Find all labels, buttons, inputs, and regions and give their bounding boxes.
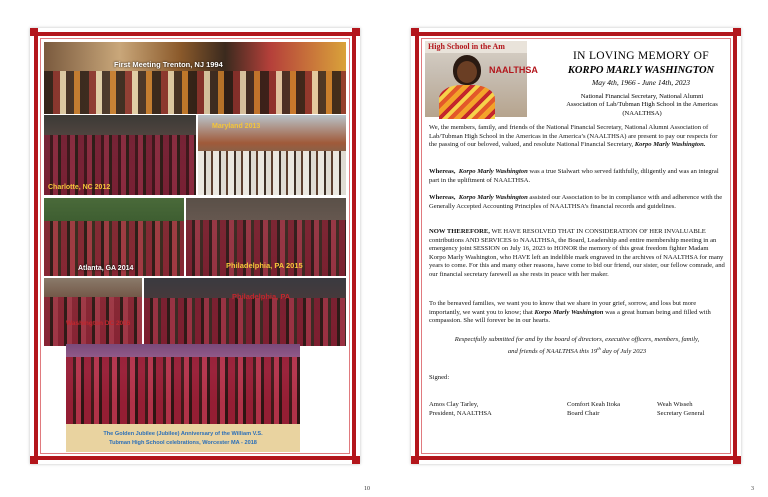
whereas-name: Korpo Marly Washington [458,168,528,175]
photo-caption: Tubman High School celebrations, Worcester MA - 2018 [109,440,257,446]
whereas-label: Whereas, [429,194,456,201]
resolution-lead: NOW THEREFORE, [429,228,490,235]
right-page [411,28,741,464]
border-corner [411,456,419,464]
portrait-banner-text: NAALTHSA [489,65,538,75]
border-corner [352,28,360,36]
photo-caption: Atlanta, GA 2014 [78,265,134,272]
bereaved-paragraph [429,300,725,326]
border-corner [733,28,741,36]
submission-sup: th [597,345,601,351]
photo-charlotte-2012 [44,115,196,195]
border-corner [733,456,741,464]
photo-caption: Philadelphia, PA [232,292,291,301]
portrait-banner: High School in the Am [425,41,527,53]
office-title [547,93,737,118]
whereas-paragraph-1 [429,168,725,185]
photo-worcester-2018 [66,344,300,452]
photo-atlanta-2014 [44,198,184,276]
portrait-figure [457,61,477,83]
photo-caption: The Golden Jubilee (Jubilee) Anniversary of the William V.S. [103,431,263,437]
signatory [429,401,549,418]
whereas-name: Korpo Marly Washington [458,194,528,201]
intro-paragraph [429,124,725,150]
photo-caption: Washington DC 2016 [66,320,131,327]
whereas-text: assisted our Association to be in compliance with and adherence with the Generally Accepted Accounting Principles of NAALTHSA’s financial records and guidelines. [429,194,723,210]
photo-caption: Charlotte, NC 2012 [48,184,111,191]
office-line: National Financial Secretary, National Alumni [580,93,704,100]
life-dates: May 4th, 1966 - June 14th, 2023 [592,78,690,87]
portrait-figure [439,85,495,119]
submission-line [429,345,725,357]
office-line: Association of Lab/Tubman High School in the Americas [566,101,718,109]
photo-caption: Philadelphia, PA 2015 [226,261,303,270]
submission-line: Respectfully submitted for and by the board of directors, executive officers, members, family, [454,336,700,343]
photo-washington-dc-2016 [44,278,142,346]
page-number: 3 [751,486,754,492]
office-line: (NAALTHSA) [622,109,662,117]
submission-note [429,336,725,356]
signed-label: Signed: [429,374,450,381]
photo-philadelphia [144,278,346,346]
photo-caption: First Meeting Trenton, NJ 1994 [114,60,223,69]
memorial-portrait [425,41,538,117]
bereaved-text: was a great human being and filled with compassion. She will forever be in our hearts. [429,308,711,325]
whereas-label: Whereas, [429,168,456,175]
bereaved-name: Korpo Marly Washington [534,308,604,316]
left-page [30,28,360,464]
border-corner [30,456,38,464]
signatory [567,401,657,418]
signatory-name: Comfort Keah Itoka [567,401,621,408]
signatory-title: Board Chair [567,409,600,417]
submission-text: and friends of NAALTHSA this 19 [507,347,598,355]
photo-maryland-2013 [198,115,346,195]
deceased-name: KORPO MARLY WASHINGTON [567,65,715,76]
photo-caption: Maryland 2013 [212,123,261,130]
intro-text: We, the members, family, and friends of the National Financial Secretary, National Alumni Association of Lab/Tubman High School in the Americas in the America’s (NAALTHSA) are present to pay our respects for the passing of our beloved, valued, and resolute National Financial Secretary, [429,124,718,149]
signatory [657,401,737,418]
submission-text: day of July 2023 [600,347,647,355]
memorial-heading: IN LOVING MEMORY OF [573,50,709,62]
border-corner [352,456,360,464]
signatory-title: Secretary General [657,409,705,417]
whereas-text: was a true Stalwart who served faithfully, diligently and was an integral part in the upliftment of NAALTHSA. [429,168,719,184]
resolution-text: WE HAVE RESOLVED THAT IN CONSIDERATION OF HER INVALUABLE contributions AND SERVICES to NAALTHSA, the Board, Leadership and entire membership meeting in an emergency joint SESSION on July 16, 2023 to HONOR the memory of this great freedom fighter Madam Korpo Marly Washington, who HAVE left an indelible mark engraved in the archives of NAALTHSA for many years to come. For this and many other reasons, have come to bid our friend, our sister, our fellow comrade, and our financial secretary farewell as she rests in peace with her maker. [429,228,725,278]
photo-trenton-1994 [44,42,346,114]
signatory-name: Amos Clay Tarley, [429,401,479,408]
bereaved-text: To the bereaved families, we want you to know that we share in your grief, sorrow, and loss but more importantly, we want you to know; that [429,300,697,316]
border-corner [411,28,419,36]
whereas-paragraph-2 [429,194,725,211]
photo-philadelphia-2015 [186,198,346,276]
intro-name: Korpo Marly Washington. [634,141,706,149]
signatory-title: President, NAALTHSA [429,409,492,417]
resolution-paragraph [429,228,725,280]
page-number: 10 [364,486,370,492]
signatory-name: Weah Wisseh [657,401,693,408]
border-corner [30,28,38,36]
